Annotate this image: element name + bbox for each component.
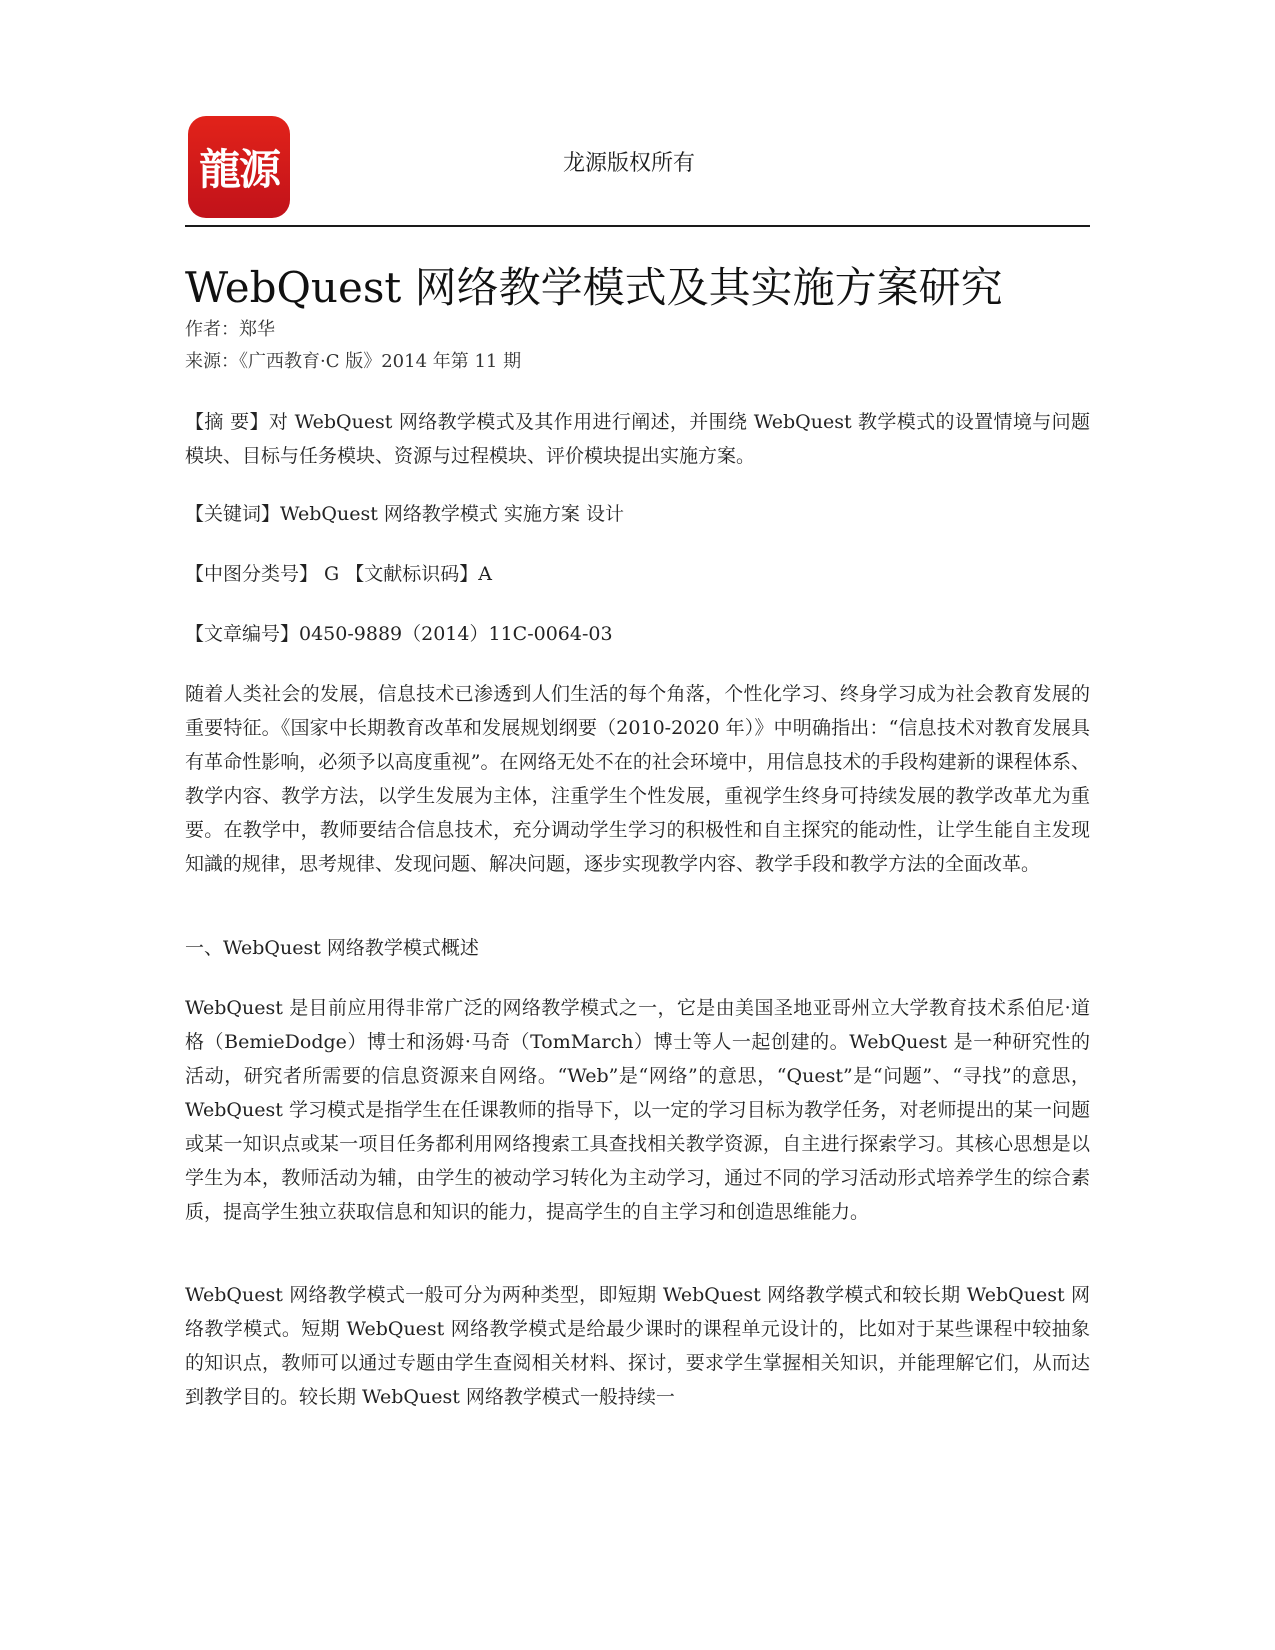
section-paragraph: WebQuest 网络教学模式一般可分为两种类型，即短期 WebQuest 网络教学模式和较长期 WebQuest 网络教学模式。短期 WebQuest 网络教学模式是给最少课时的课程单元设计的，比如对于某些课程中较抽象的知识点，教师可以通过专题由学生查阅相关材料、探讨，要求学生掌握相关知识，并能理解它们，从而达到教学目的。较长期 WebQuest 网络教学模式一般持续一 <box>185 1284 1090 1408</box>
header-divider <box>185 225 1090 227</box>
article-abstract: 【摘 要】对 WebQuest 网络教学模式及其作用进行阐述，并围绕 WebQuest 教学模式的设置情境与问题模块、目标与任务模块、资源与过程模块、评价模块提出实施方案。 <box>185 411 1090 467</box>
article-title: WebQuest 网络教学模式及其实施方案研究 <box>185 263 1003 312</box>
article-source: 来源：《广西教育·C 版》2014 年第 11 期 <box>185 351 522 372</box>
article-classification: 【中图分类号】 G 【文献标识码】A <box>185 563 492 585</box>
header-title: 龙源版权所有 <box>563 151 696 176</box>
section-heading: 一、WebQuest 网络教学模式概述 <box>185 937 479 959</box>
page-header <box>185 112 1090 227</box>
article-number: 【文章编号】0450-9889（2014）11C-0064-03 <box>185 623 613 645</box>
longyuan-logo <box>188 116 290 218</box>
intro-paragraph: 随着人类社会的发展，信息技术已渗透到人们生活的每个角落，个性化学习、终身学习成为社会教育发展的重要特征。《国家中长期教育改革和发展规划纲要（2010-2020 年）》中明确指出：“信息技术对教育发展具有革命性影响，必须予以高度重视”。在网络无处不在的社会环境中，用信息技术的手段构建新的课程体系、教学内容、教学方法，以学生发展为主体，注重学生个性发展，重视学生终身可持续发展的教学改革尤为重要。在教学中，教师要结合信息技术，充分调动学生学习的积极性和自主探究的能动性，让学生能自主发现知識的规律，思考规律、发现问题、解决问题，逐步实现教学内容、教学手段和教学方法的全面改革。 <box>185 683 1090 875</box>
article-keywords: 【关键词】WebQuest 网络教学模式 实施方案 设计 <box>185 503 624 525</box>
document-page <box>185 0 1090 1650</box>
section-paragraph: WebQuest 是目前应用得非常广泛的网络教学模式之一，它是由美国圣地亚哥州立大学教育技术系伯尼·道格（BemieDodge）博士和汤姆·马奇（TomMarch）博士等人一起创建的。WebQuest 是一种研究性的活动，研究者所需要的信息资源来自网络。“Web”是“网络”的意思，“Quest”是“问题”、“寻找”的意思，WebQuest 学习模式是指学生在任课教师的指导下，以一定的学习目标为教学任务，对老师提出的某一问题或某一知识点或某一项目任务都利用网络搜索工具查找相关教学资源，自主进行探索学习。其核心思想是以学生为本，教师活动为辅，由学生的被动学习转化为主动学习，通过不同的学习活动形式培养学生的综合素质，提高学生独立获取信息和知识的能力，提高学生的自主学习和创造思维能力。 <box>185 997 1090 1223</box>
article-author: 作者：郑华 <box>185 319 275 340</box>
logo-text: 龍源 <box>198 145 279 194</box>
